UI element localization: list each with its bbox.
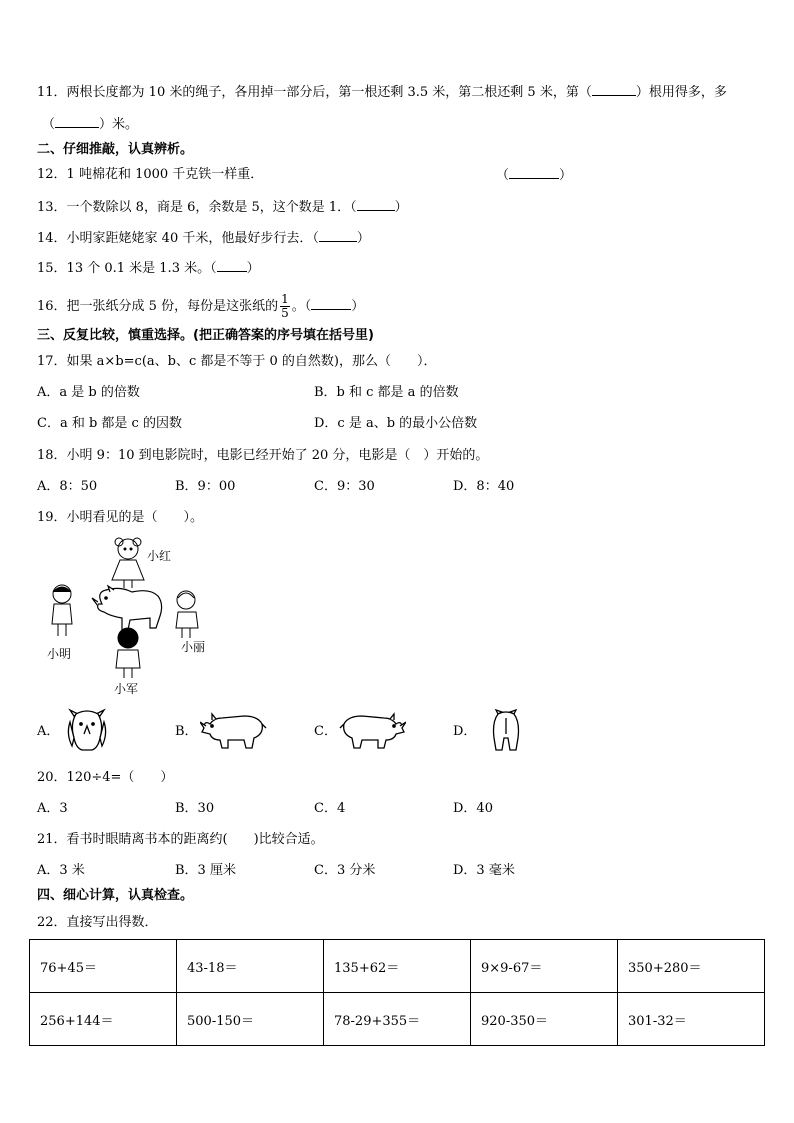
section3-title: 三、反复比较，慎重选择。(把正确答案的序号填在括号里) — [37, 328, 374, 343]
q15-text: 15．13 个 0.1 米是 1.3 米。（ — [37, 261, 217, 276]
q12 — [37, 166, 263, 184]
q13-text: 13．一个数除以 8，商是 6，余数是 5，这个数是 1．（ — [37, 200, 357, 215]
q18-option-d[interactable]: D．8：40 — [453, 479, 515, 494]
calc-cell[interactable]: 135+62＝ — [324, 940, 471, 993]
q20-option-a[interactable]: A．3 — [37, 801, 68, 816]
rhinoceros-figure — [92, 586, 162, 630]
q18-option-b[interactable]: B．9：00 — [175, 479, 236, 494]
q11-text: 11．两根长度都为 10 米的绳子，各用掉一部分后，第一根还剩 3.5 米，第二根还剩 5 米，第（ — [37, 85, 592, 100]
q21-option-b[interactable]: B．3 厘米 — [175, 863, 236, 878]
section4-title: 四、细心计算，认真检查。 — [37, 888, 194, 903]
q12-paren-close: ） — [559, 168, 573, 183]
fraction-numerator: 1 — [281, 292, 289, 306]
q16-text: 16．把一张纸分成 5 份，每份是这张纸的 — [37, 299, 279, 314]
q20-option-b[interactable]: B．30 — [175, 801, 215, 816]
q11-blank-2[interactable] — [55, 115, 99, 128]
q17-option-a[interactable]: A．a 是 b 的倍数 — [37, 385, 140, 400]
calc-cell[interactable]: 350+280＝ — [618, 940, 765, 993]
calc-cell[interactable]: 76+45＝ — [30, 940, 177, 993]
q16 — [37, 293, 364, 321]
q16-after: 。（ — [291, 299, 312, 314]
q20-option-c[interactable]: C．4 — [314, 801, 346, 816]
q14-paren-close: ） — [356, 231, 370, 246]
q15 — [37, 259, 260, 278]
q13-paren-close: ） — [394, 200, 408, 215]
q13-blank[interactable] — [357, 198, 395, 211]
calc-cell[interactable]: 9×9-67＝ — [471, 940, 618, 993]
scene-illustration — [40, 532, 220, 697]
q12-paren-open: （ — [496, 168, 510, 183]
boy-xiaojun-figure — [116, 628, 140, 678]
rhino-front-view-icon[interactable] — [64, 708, 110, 754]
q21-option-c[interactable]: C．3 分米 — [314, 863, 376, 878]
q17-stem: 17．如果 a×b=c(a、b、c 都是不等于 0 的自然数)，那么（ ）． — [37, 354, 437, 369]
q15-blank[interactable] — [217, 259, 247, 272]
q13 — [37, 198, 408, 217]
calc-cell[interactable]: 256+144＝ — [30, 993, 177, 1046]
q21-stem: 21．看书时眼睛离书本的距离约( )比较合适。 — [37, 832, 324, 847]
label-xiaoming: 小明 — [47, 647, 72, 661]
q11-line1 — [37, 83, 727, 102]
q18-option-c[interactable]: C．9：30 — [314, 479, 375, 494]
label-xiaohong: 小红 — [147, 549, 172, 563]
q12-answer — [496, 166, 572, 185]
q19-option-a[interactable]: A． — [37, 724, 60, 739]
q17-option-d[interactable]: D．c 是 a、b 的最小公倍数 — [314, 416, 478, 431]
q14-text: 14．小明家距姥姥家 40 千米，他最好步行去．（ — [37, 231, 319, 246]
q11-blank-1[interactable] — [592, 83, 636, 96]
q14 — [37, 229, 370, 248]
girl-xiaoli-figure — [176, 591, 198, 638]
calc-cell[interactable]: 301-32＝ — [618, 993, 765, 1046]
q19-stem: 19．小明看见的是（ ）。 — [37, 510, 204, 525]
boy-xiaoming-figure — [52, 585, 72, 636]
label-xiaoli: 小丽 — [181, 640, 206, 654]
q21-option-a[interactable]: A．3 米 — [37, 863, 85, 878]
q19-option-c[interactable]: C． — [314, 724, 337, 739]
fraction-denominator: 5 — [281, 306, 289, 320]
calc-cell[interactable]: 78-29+355＝ — [324, 993, 471, 1046]
calc-cell[interactable]: 920-350＝ — [471, 993, 618, 1046]
q17-option-c[interactable]: C．a 和 b 都是 c 的因数 — [37, 416, 182, 431]
q14-blank[interactable] — [319, 229, 357, 242]
calculation-table — [29, 939, 765, 1046]
q21-option-d[interactable]: D．3 毫米 — [453, 863, 515, 878]
q22-stem: 22．直接写出得数． — [37, 915, 158, 930]
q18-option-a[interactable]: A．8：50 — [37, 479, 98, 494]
q20-stem: 20．120÷4=（ ） — [37, 770, 174, 785]
q19-option-d[interactable]: D． — [453, 724, 477, 739]
rhino-back-view-icon[interactable] — [486, 708, 526, 754]
rhino-left-facing-icon[interactable] — [200, 710, 268, 752]
q20-option-d[interactable]: D．40 — [453, 801, 493, 816]
q19-option-b[interactable]: B． — [175, 724, 198, 739]
table-row — [30, 940, 765, 993]
q16-blank[interactable] — [311, 297, 351, 310]
q18-stem: 18．小明 9：10 到电影院时，电影已经开始了 20 分，电影是（ ）开始的。 — [37, 448, 489, 463]
rhino-right-facing-icon[interactable] — [338, 710, 406, 752]
q15-paren-close: ） — [246, 261, 260, 276]
q11-unit: ）米。 — [99, 117, 139, 132]
q12-blank[interactable] — [509, 166, 559, 179]
q11-line2 — [42, 115, 138, 134]
section2-title: 二、仔细推敲，认真辨析。 — [37, 142, 194, 157]
fraction-one-fifth — [280, 293, 290, 320]
table-row — [30, 993, 765, 1046]
q16-paren-close: ） — [351, 299, 365, 314]
q11-text-end: ）根用得多，多 — [635, 85, 727, 100]
q17-option-b[interactable]: B．b 和 c 都是 a 的倍数 — [314, 385, 459, 400]
calc-cell[interactable]: 500-150＝ — [177, 993, 324, 1046]
q12-text: 12．1 吨棉花和 1000 千克铁一样重． — [37, 167, 264, 182]
calc-cell[interactable]: 43-18＝ — [177, 940, 324, 993]
girl-xiaohong-figure — [112, 538, 144, 588]
q11-paren-open: （ — [42, 117, 56, 132]
label-xiaojun: 小军 — [114, 682, 139, 696]
